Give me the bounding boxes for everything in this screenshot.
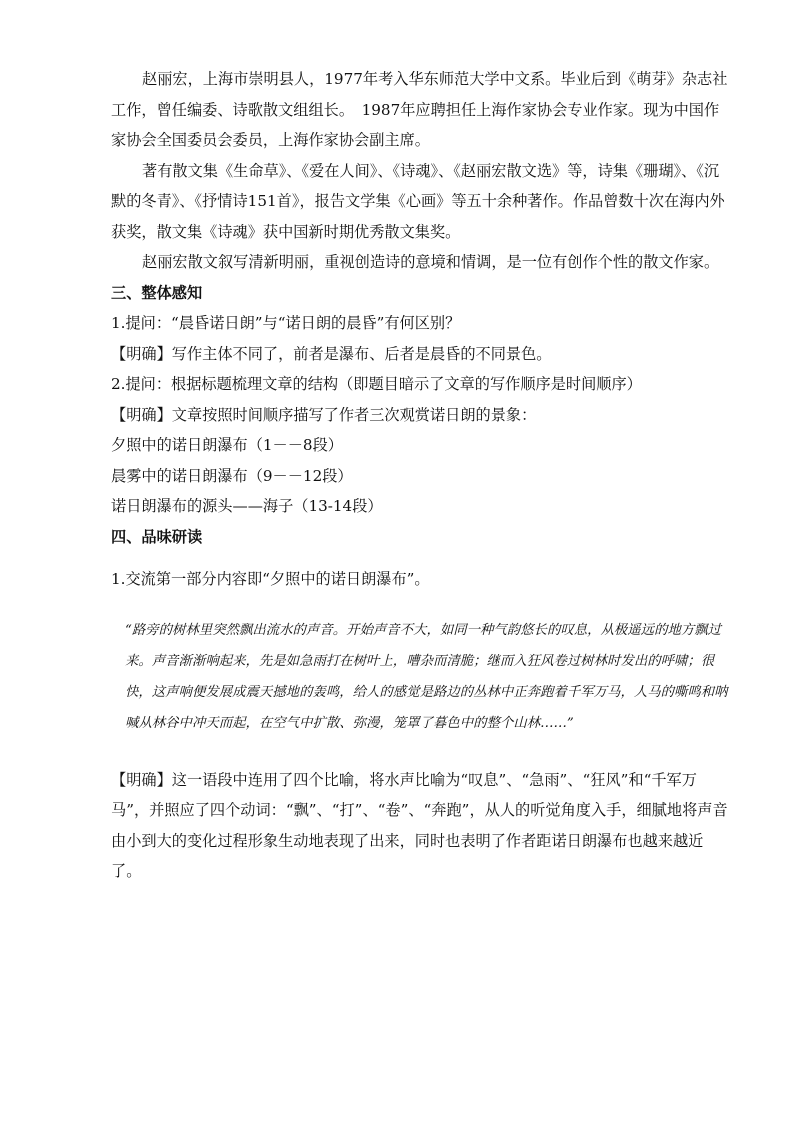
answer-text: 文章按照时间顺序描写了作者三次观赏诺日朗的景象： <box>171 405 537 424</box>
answer-tag: 【明确】 <box>111 405 172 424</box>
answer-text: 写作主体不同了，前者是瀑布、后者是晨昏的不同景色。 <box>171 344 552 363</box>
section-heading-analysis: 四、品味研读 <box>111 527 203 546</box>
structure-item: 夕照中的诺日朗瀑布（1－－8段） <box>111 436 343 454</box>
answer-2 <box>111 400 731 431</box>
bio-paragraph-2: 著有散文集《生命草》、《爱在人间》、《诗魂》、《赵丽宏散文选》等，诗集《珊瑚》、《沉默的冬青》、《抒情诗151首》，报告文学集《心画》等五十余种著作。作品曾数十次在海内外获奖，散文集《诗魂》获中国新时期优秀散文集奖。 <box>111 161 725 241</box>
answer-text: 这一语段中连用了四个比喻，将水声比喻为“叹息”、“急雨”、“狂风”和“千军万马”，并照应了四个动词：“飘”、“打”、“卷”、“奔跑”，从人的听觉角度入手，细腻地将声音由小到大的变化过程形象生动地表现了出来，同时也表明了作者距诺日朗瀑布也越来越近了。 <box>111 770 728 880</box>
analysis-answer <box>111 765 731 887</box>
structure-item: 诺日朗瀑布的源头——海子（13-14段） <box>111 497 383 515</box>
discussion-question-1: 1.交流第一部分内容即“夕照中的诺日朗瀑布”。 <box>111 570 430 588</box>
answer-tag: 【明确】 <box>111 344 172 363</box>
answer-1 <box>111 339 731 370</box>
document-page <box>111 64 731 887</box>
answer-tag: 【明确】 <box>111 770 172 789</box>
structure-item: 晨雾中的诺日朗瀑布（9－－12段） <box>111 466 353 485</box>
quoted-passage: “路旁的树林里突然飘出流水的声音。开始声音不大，如同一种气韵悠长的叹息，从极遥远的地方飘过来。声音渐渐响起来，先是如急雨打在树叶上，嘈杂而清脆；继而入狂风卷过树林时发出的呼啸；很快，这声响便发展成震天撼地的轰鸣，给人的感觉是路边的丛林中正奔跑着千军万马，人马的嘶鸣和呐喊从林谷中冲天而起，在空气中扩散、弥漫，笼罩了暮色中的整个山林……” <box>125 622 728 731</box>
bio-paragraph-3: 赵丽宏散文叙写清新明丽，重视创造诗的意境和情调，是一位有创作个性的散文作家。 <box>142 253 720 271</box>
bio-paragraph-1: 赵丽宏，上海市崇明县人，1977年考入华东师范大学中文系。毕业后到《萌芽》杂志社工作，曾任编委、诗歌散文组组长。 1987年应聘担任上海作家协会专业作家。现为中国作家协会全国委员会委员，上海作家协会副主席。 <box>111 70 728 149</box>
section-heading-overall: 三、整体感知 <box>111 283 203 302</box>
question-1: 1.提问：“晨昏诺日朗”与“诺日朗的晨昏”有何区别？ <box>111 314 461 332</box>
question-2: 2.提问：根据标题梳理文章的结构（即题目暗示了文章的写作顺序是时间顺序） <box>111 375 642 393</box>
